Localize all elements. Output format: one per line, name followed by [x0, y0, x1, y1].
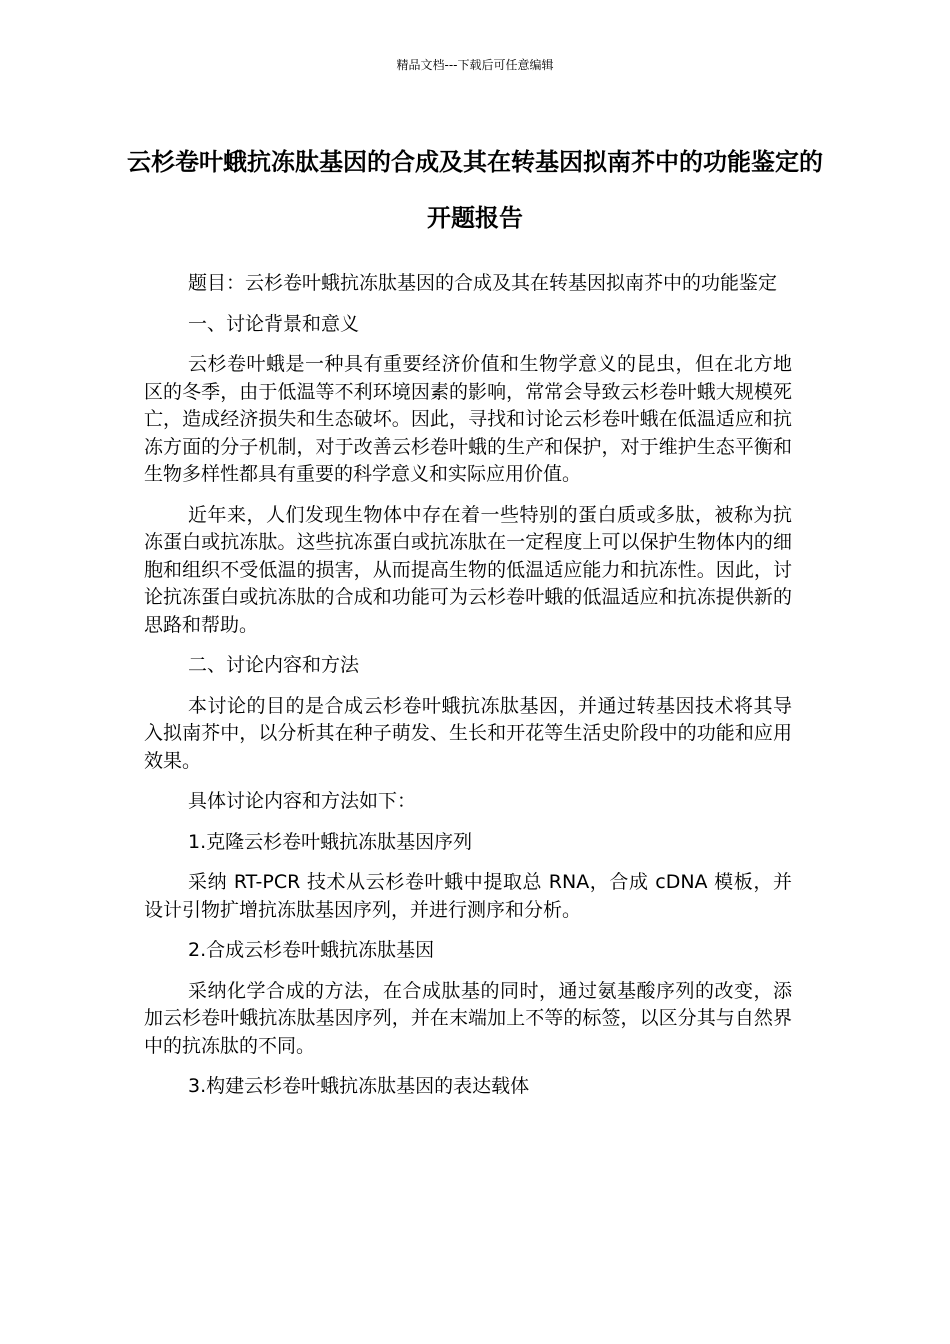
section-heading-background: 一、讨论背景和意义	[188, 312, 360, 335]
topic-paragraph: 题目：云杉卷叶蛾抗冻肽基因的合成及其在转基因拟南芥中的功能鉴定	[188, 272, 778, 294]
document-body	[144, 270, 792, 1114]
body-paragraph: 本讨论的目的是合成云杉卷叶蛾抗冻肽基因，并通过转基因技术将其导入拟南芥中，以分析其在种子萌发、生长和开花等生活史阶段中的功能和应用效果。	[144, 694, 792, 772]
body-paragraph: 具体讨论内容和方法如下：	[188, 790, 417, 812]
body-paragraph: 云杉卷叶蛾是一种具有重要经济价值和生物学意义的昆虫，但在北方地区的冬季，由于低温等不利环境因素的影响，常常会导致云杉卷叶蛾大规模死亡，造成经济损失和生态破坏。因此，寻找和讨论云杉卷叶蛾在低温适应和抗冻方面的分子机制，对于改善云杉卷叶蛾的生产和保护，对于维护生态平衡和生物多样性都具有重要的科学意义和实际应用价值。	[144, 353, 792, 485]
body-paragraph: 近年来，人们发现生物体中存在着一些特别的蛋白质或多肽，被称为抗冻蛋白或抗冻肽。这些抗冻蛋白或抗冻肽在一定程度上可以保护生物体内的细胞和组织不受低温的损害，从而提高生物的低温适应能力和抗冻性。因此，讨论抗冻蛋白或抗冻肽的合成和功能可为云杉卷叶蛾的低温适应和抗冻提供新的思路和帮助。	[144, 503, 792, 636]
subheading-step-2: 2.合成云杉卷叶蛾抗冻肽基因	[188, 939, 435, 961]
subheading-step-3: 3.构建云杉卷叶蛾抗冻肽基因的表达载体	[188, 1075, 530, 1097]
section-heading-methods: 二、讨论内容和方法	[188, 654, 360, 676]
body-paragraph: 采纳化学合成的方法，在合成肽基的同时，通过氨基酸序列的改变，添加云杉卷叶蛾抗冻肽基因序列，并在末端加上不等的标签，以区分其与自然界中的抗冻肽的不同。	[144, 979, 792, 1057]
subheading-step-1: 1.克隆云杉卷叶蛾抗冻肽基因序列	[188, 830, 473, 853]
page-header-note: 精品文档---下载后可任意编辑	[396, 58, 554, 72]
document-title: 云杉卷叶蛾抗冻肽基因的合成及其在转基因拟南芥中的功能鉴定的开题报告	[127, 148, 823, 232]
body-paragraph: 采纳 RT-PCR 技术从云杉卷叶蛾中提取总 RNA，合成 cDNA 模板，并设计引物扩增抗冻肽基因序列，并进行测序和分析。	[144, 871, 792, 921]
